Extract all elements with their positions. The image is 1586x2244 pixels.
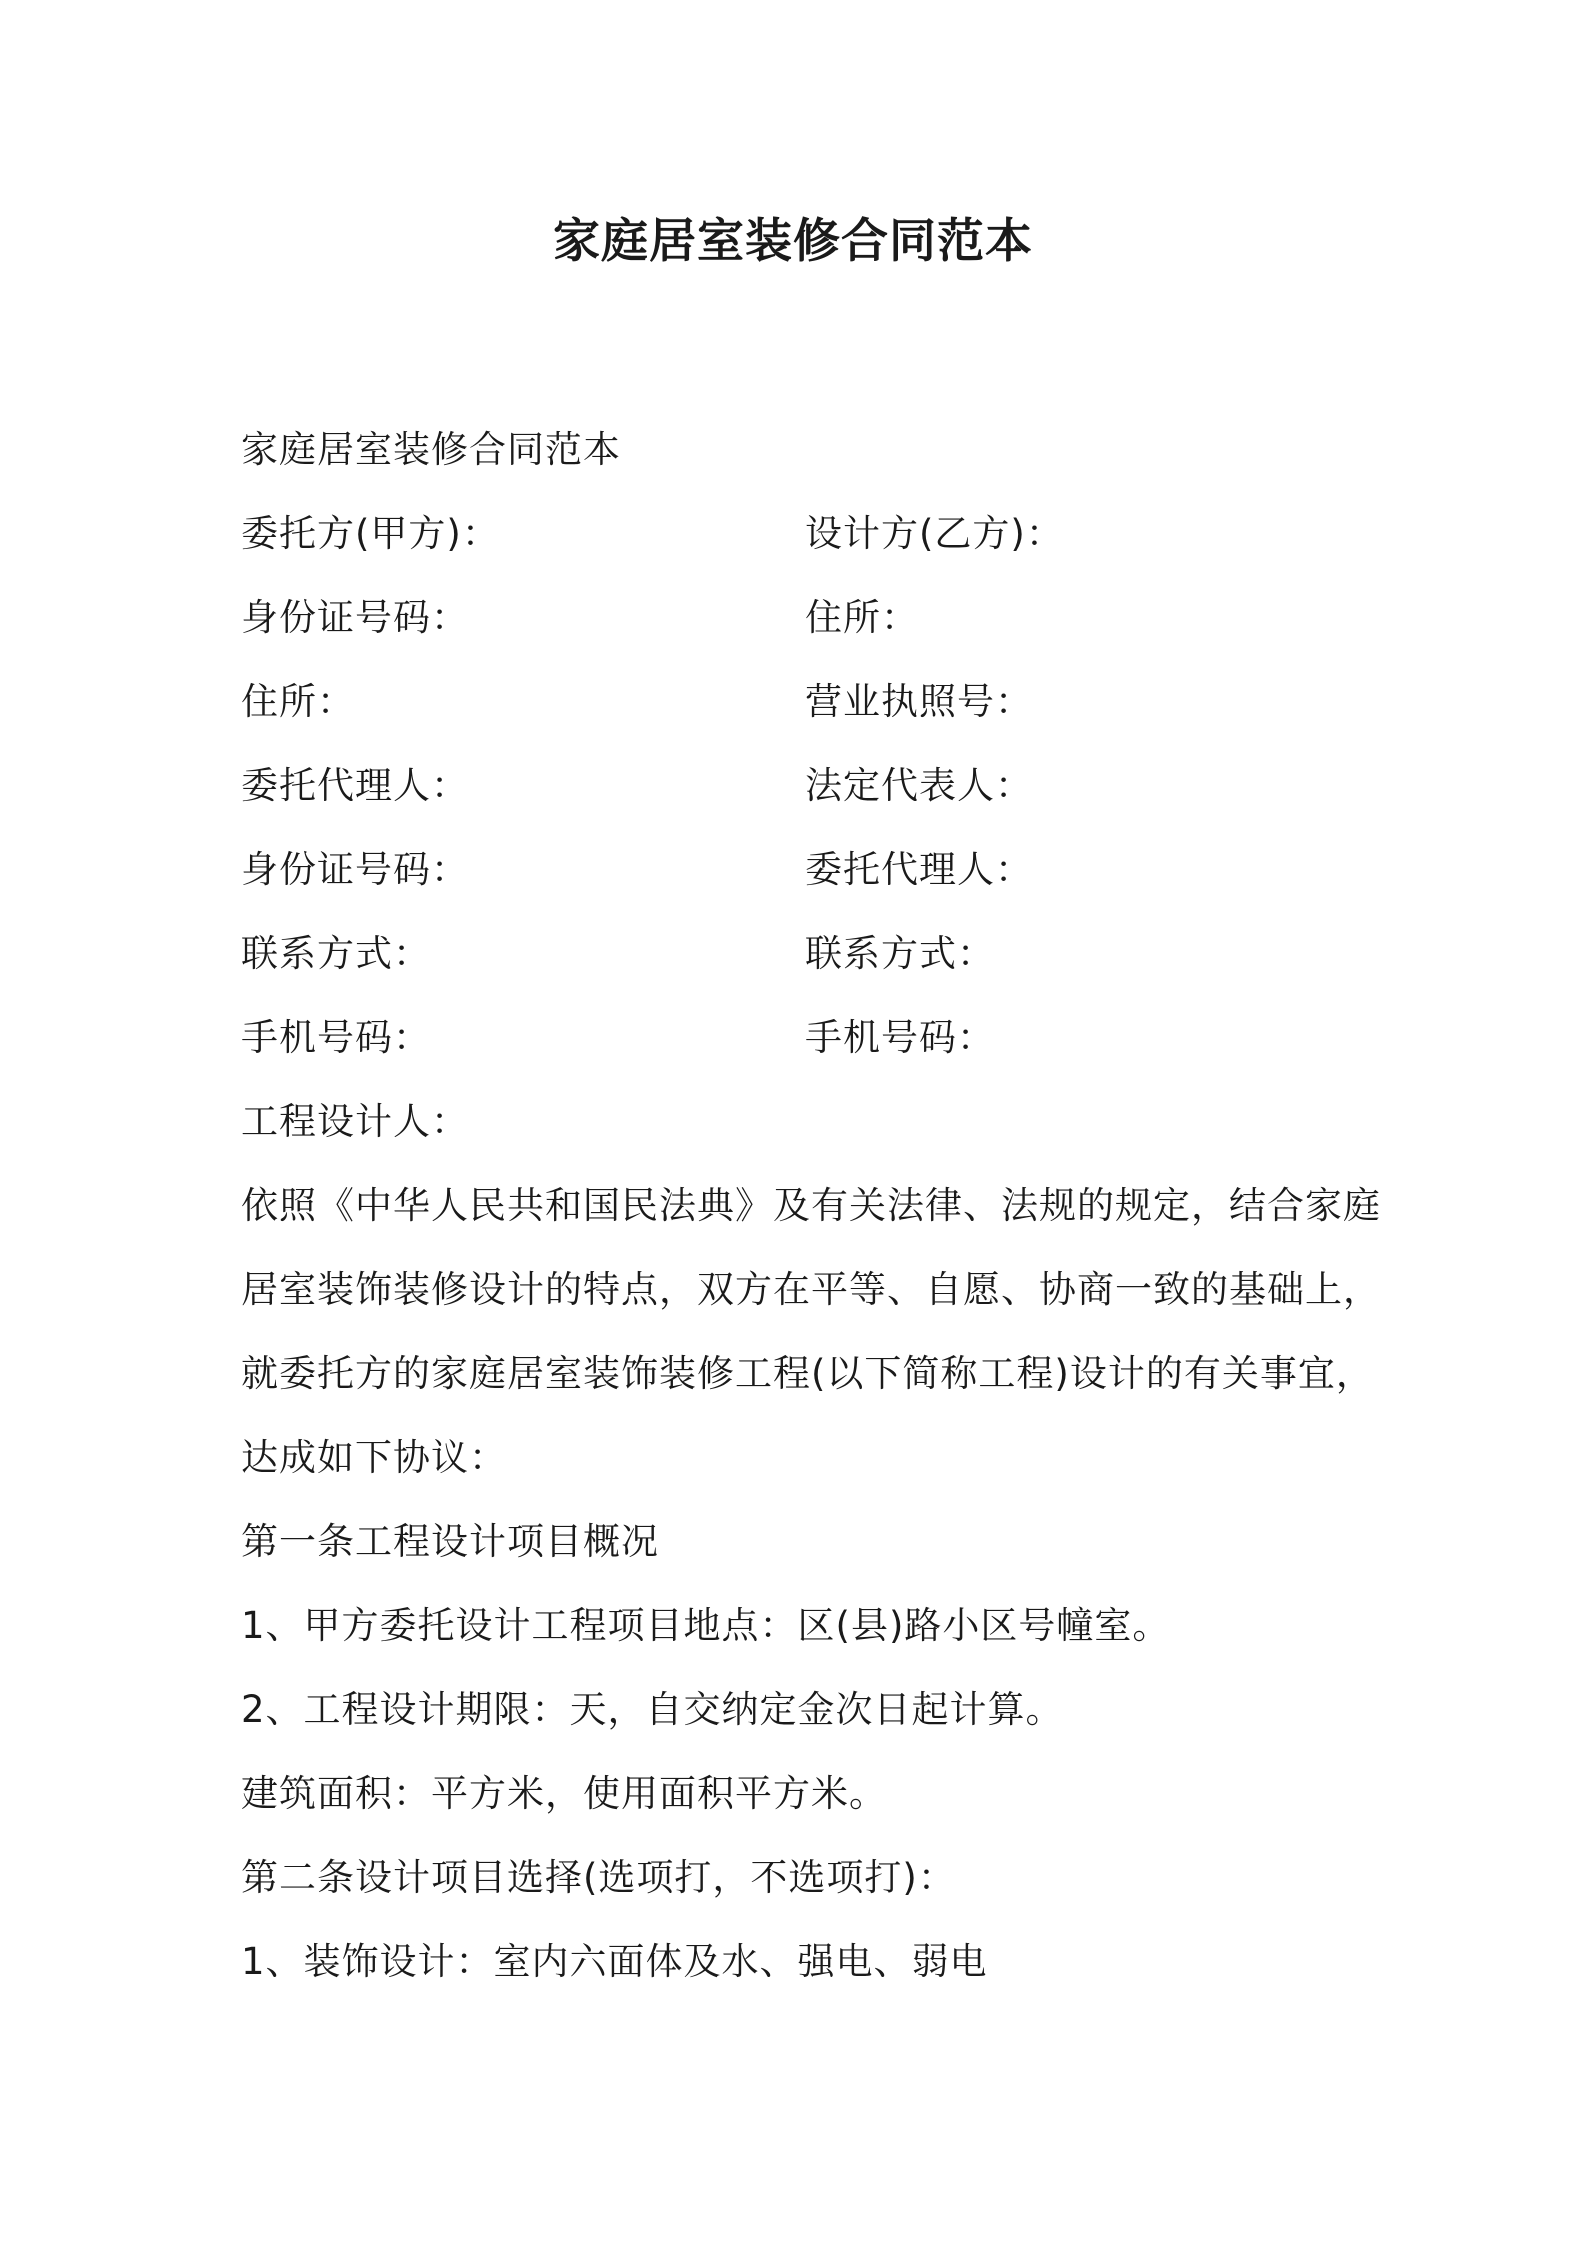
party-b-field-label: 手机号码：: [805, 1016, 995, 1059]
party-row: [241, 492, 1361, 576]
party-row: [241, 912, 1361, 996]
clause-item: 1、装饰设计：室内六面体及水、强电、弱电: [241, 1940, 988, 1983]
clause-item: 1、甲方委托设计工程项目地点：区(县)路小区号幢室。: [241, 1604, 1171, 1647]
party-b-field-label: 住所：: [805, 596, 919, 639]
party-a-field-label: 委托方(甲方)：: [241, 512, 500, 555]
party-row: [241, 576, 1361, 660]
party-b-field-label: 联系方式：: [805, 932, 995, 975]
party-a-field-label: 委托代理人：: [241, 764, 469, 807]
clause-heading: 第二条设计项目选择(选项打，不选项打)：: [241, 1856, 956, 1899]
party-b-field-label: 委托代理人：: [805, 848, 1033, 891]
clause-item: 2、工程设计期限：天，自交纳定金次日起计算。: [241, 1688, 1064, 1731]
party-row: [241, 828, 1361, 912]
party-row: [241, 996, 1361, 1080]
preamble-line: 依照《中华人民共和国民法典》及有关法律、法规的规定，结合家庭: [241, 1184, 1381, 1227]
party-a-field-label: 住所：: [241, 680, 355, 723]
party-b-field-label: 法定代表人：: [805, 764, 1033, 807]
party-a-field-label: 联系方式：: [241, 932, 431, 975]
clause-item: 建筑面积：平方米，使用面积平方米。: [241, 1772, 887, 1815]
party-b-field-label: 营业执照号：: [805, 680, 1033, 723]
document-title: 家庭居室装修合同范本: [553, 214, 1033, 269]
document-body: [241, 408, 1381, 2004]
designer-field-label: 工程设计人：: [241, 1100, 469, 1143]
preamble-line: 达成如下协议：: [241, 1436, 507, 1479]
party-a-field-label: 手机号码：: [241, 1016, 431, 1059]
party-row: [241, 744, 1361, 828]
preamble-line: 居室装饰装修设计的特点，双方在平等、自愿、协商一致的基础上，: [241, 1268, 1381, 1311]
party-row: [241, 660, 1361, 744]
party-a-field-label: 身份证号码：: [241, 596, 469, 639]
preamble-line: 就委托方的家庭居室装饰装修工程(以下简称工程)设计的有关事宜，: [241, 1352, 1374, 1395]
party-a-field-label: 身份证号码：: [241, 848, 469, 891]
clause-heading: 第一条工程设计项目概况: [241, 1520, 659, 1563]
document-subtitle: 家庭居室装修合同范本: [241, 428, 621, 471]
party-b-field-label: 设计方(乙方)：: [805, 512, 1064, 555]
